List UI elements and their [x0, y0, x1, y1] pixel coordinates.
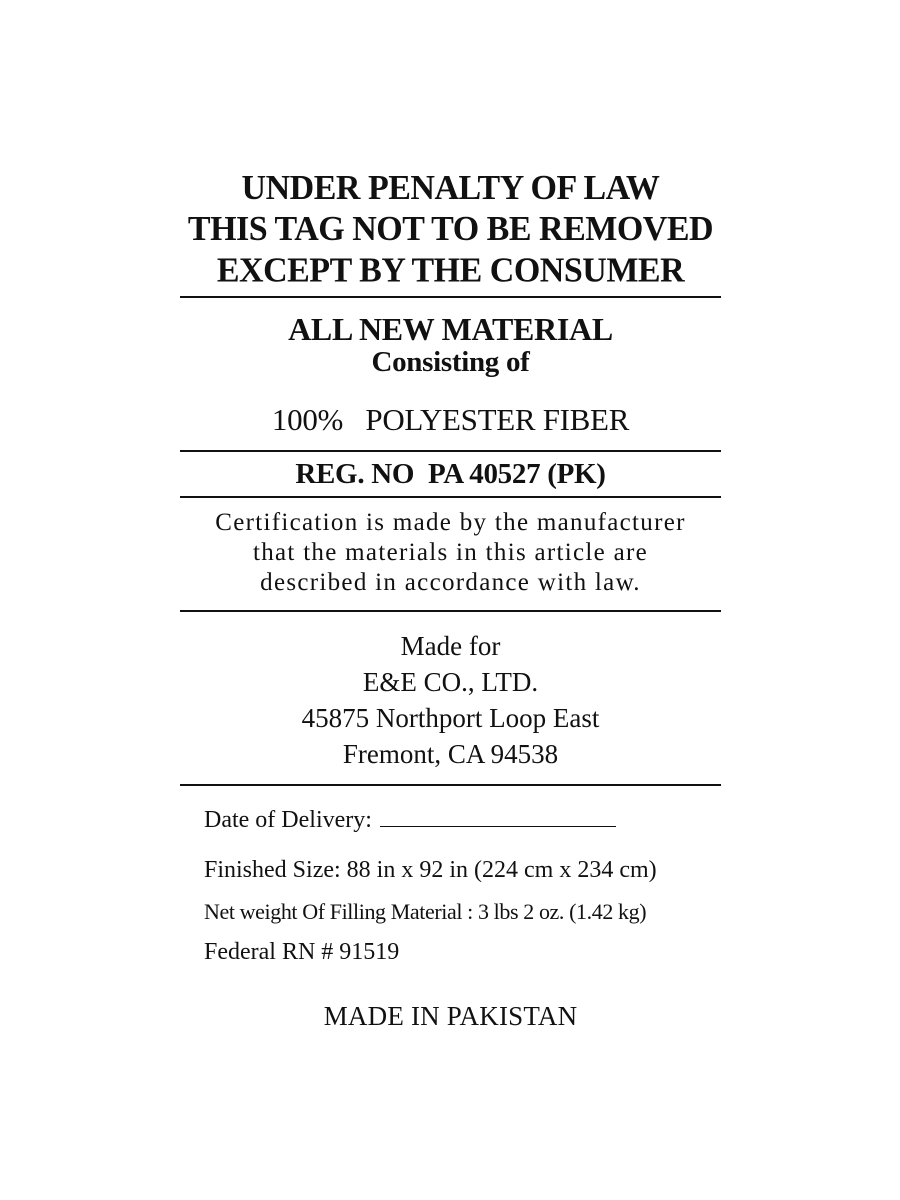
warning-line-1: UNDER PENALTY OF LAW — [241, 169, 660, 208]
certification-line-3: described in accordance with law. — [260, 569, 641, 596]
certification-block — [180, 498, 721, 610]
material-subheading: Consisting of — [371, 346, 530, 378]
federal-rn: Federal RN # 91519 — [204, 939, 400, 965]
delivery-date-blank — [380, 804, 616, 827]
material-block — [180, 298, 721, 450]
material-content: 100% POLYESTER FIBER — [271, 402, 630, 437]
delivery-row — [204, 804, 721, 835]
warning-block — [180, 168, 721, 298]
made-for-label: Made for — [400, 631, 501, 661]
company-name: E&E CO., LTD. — [362, 667, 539, 697]
country-of-origin: MADE IN PAKISTAN — [323, 1001, 578, 1031]
registration-number: REG. NO PA 40527 (PK) — [295, 458, 606, 490]
details-block — [180, 786, 721, 967]
made-for-block — [180, 612, 721, 784]
law-tag — [180, 170, 721, 1033]
net-weight: Net weight Of Filling Material : 3 lbs 2 oz. (1.42 kg) — [204, 899, 647, 924]
delivery-label: Date of Delivery: — [204, 807, 372, 833]
certification-line-2: that the materials in this article are — [252, 539, 649, 566]
finished-size: Finished Size: 88 in x 92 in (224 cm x 234 cm) — [204, 857, 657, 883]
warning-line-3: EXCEPT BY THE CONSUMER — [216, 251, 685, 290]
certification-line-1: Certification is made by the manufacturer — [215, 509, 686, 536]
warning-line-2: THIS TAG NOT TO BE REMOVED — [187, 210, 714, 249]
street-address: 45875 Northport Loop East — [301, 703, 600, 733]
material-heading: ALL NEW MATERIAL — [288, 311, 613, 347]
city-address: Fremont, CA 94538 — [342, 739, 559, 769]
